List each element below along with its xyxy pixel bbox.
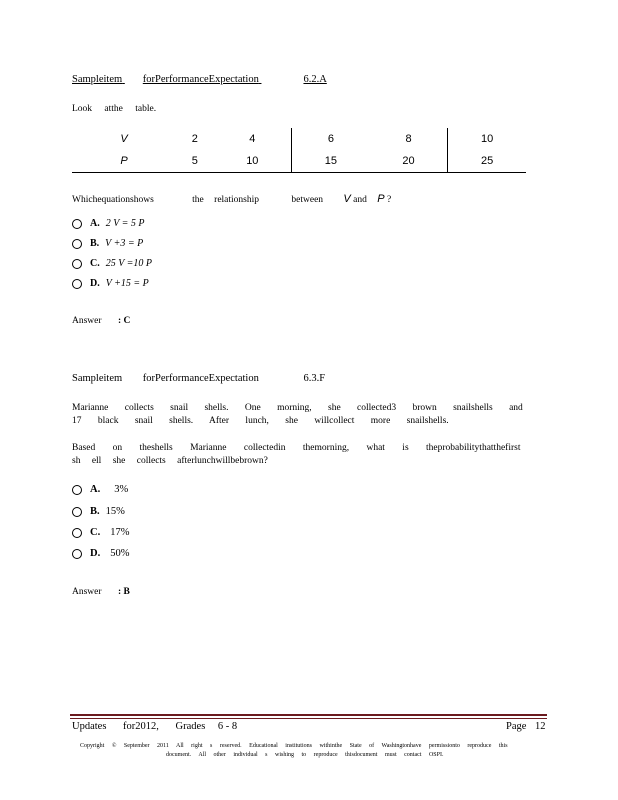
item1-option-b[interactable]	[72, 238, 143, 249]
footer-text: for2012,	[123, 721, 159, 732]
radio-circle-icon[interactable]	[72, 239, 82, 249]
option-letter: A.	[90, 484, 101, 495]
item2-answer	[72, 587, 130, 597]
option-text: 2 V = 5 P	[105, 218, 145, 229]
item2-heading-c: 6.3.F	[303, 373, 326, 384]
footer-left	[72, 721, 237, 732]
item2-heading-b: forPerformanceExpectation	[142, 373, 259, 384]
table-cell: 5	[176, 150, 214, 173]
item2-option-c[interactable]	[72, 527, 129, 538]
item2-heading	[72, 373, 325, 384]
item2-option-d[interactable]	[72, 548, 129, 559]
question-var-p: P	[377, 193, 385, 205]
radio-circle-icon[interactable]	[72, 279, 82, 289]
radio-circle-icon[interactable]	[72, 259, 82, 269]
table-cell: 25	[448, 150, 526, 173]
radio-circle-icon[interactable]	[72, 528, 82, 538]
question-text: ?	[386, 195, 392, 205]
option-letter: D.	[90, 278, 100, 289]
radio-circle-icon[interactable]	[72, 507, 82, 517]
item2-option-a[interactable]	[72, 484, 128, 495]
item2-para1-line2: 17 black snail shells. After lunch, she willcollect more snailshells.	[72, 416, 449, 426]
copyright-line1: Copyright © September 2011 All right s reserved. Educational institutions withinthe State of Washingtonhave permissionto reproduce this	[80, 743, 508, 749]
option-letter: C.	[90, 258, 100, 269]
footer-text: Updates	[72, 721, 107, 732]
item1-heading-a: Sampleitem	[72, 74, 123, 85]
table-row	[72, 128, 526, 150]
option-letter: C.	[90, 527, 101, 538]
option-letter: B.	[90, 238, 100, 249]
footer-rule-thin	[70, 718, 547, 719]
option-text: 3%	[114, 484, 129, 495]
question-var-v: V	[343, 193, 351, 205]
item1-answer	[72, 316, 130, 326]
table-cell: 10	[214, 150, 292, 173]
copyright-line2: document. All other individual s wishing to reproduce thisdocument must contact OSPI.	[166, 752, 444, 758]
item2-para1-line1: Marianne collects snail shells. One morning, she collected3 brown snailshells and	[72, 403, 523, 413]
item1-heading-b: forPerformanceExpectation	[142, 74, 259, 85]
item1-option-c[interactable]	[72, 258, 152, 269]
table-cell: 6	[292, 128, 370, 150]
item2-option-b[interactable]	[72, 506, 125, 517]
answer-label: Answer	[72, 316, 102, 326]
radio-circle-icon[interactable]	[72, 549, 82, 559]
item2-para2-line1: Based on theshells Marianne collectedin themorning, what is theprobabilitythatthefirst	[72, 443, 521, 453]
table-cell: 10	[448, 128, 526, 150]
answer-value: : B	[117, 587, 130, 597]
option-letter: D.	[90, 548, 101, 559]
table-cell: 15	[292, 150, 370, 173]
item1-option-d[interactable]	[72, 278, 149, 289]
page-number-value: 12	[535, 721, 546, 732]
page-label: Page	[506, 721, 527, 732]
table-cell: 20	[370, 150, 448, 173]
radio-circle-icon[interactable]	[72, 485, 82, 495]
item1-heading-c: 6.2.A	[303, 74, 327, 85]
item1-option-a[interactable]	[72, 218, 145, 229]
item1-question	[72, 193, 391, 205]
option-text: 17%	[110, 527, 130, 538]
table-row-label: P	[72, 150, 176, 173]
option-text: 50%	[110, 548, 130, 559]
question-text: and	[353, 195, 367, 205]
item2-heading-a: Sampleitem	[72, 373, 123, 384]
question-text: the relationship	[192, 195, 260, 205]
option-letter: B.	[90, 506, 100, 517]
table-cell: 4	[249, 133, 256, 145]
option-text: 25 V =10 P	[105, 258, 153, 269]
radio-circle-icon[interactable]	[72, 219, 82, 229]
item1-instruction: Look atthe table.	[72, 104, 157, 114]
answer-value: : C	[117, 316, 131, 326]
footer-rule-thick	[70, 714, 547, 716]
answer-label: Answer	[72, 587, 102, 597]
option-text: V +15 = P	[105, 278, 149, 289]
table-row	[72, 150, 526, 173]
footer-text: 6 - 8	[217, 721, 238, 732]
option-letter: A.	[90, 218, 100, 229]
option-text: 15%	[105, 506, 125, 517]
question-text: between	[291, 195, 324, 205]
table-row-label: V	[120, 133, 128, 145]
question-text: Whichequationshows	[72, 195, 154, 205]
table-cell: 8	[405, 133, 412, 145]
footer-text: Grades	[175, 721, 206, 732]
option-text: V +3 = P	[105, 238, 144, 249]
page-number	[506, 721, 546, 732]
vp-table	[72, 128, 526, 173]
table-cell: 2	[191, 133, 198, 145]
item2-para2-line2: sh ell she collects afterlunchwillbebrown?	[72, 456, 268, 466]
item1-heading	[72, 74, 327, 85]
